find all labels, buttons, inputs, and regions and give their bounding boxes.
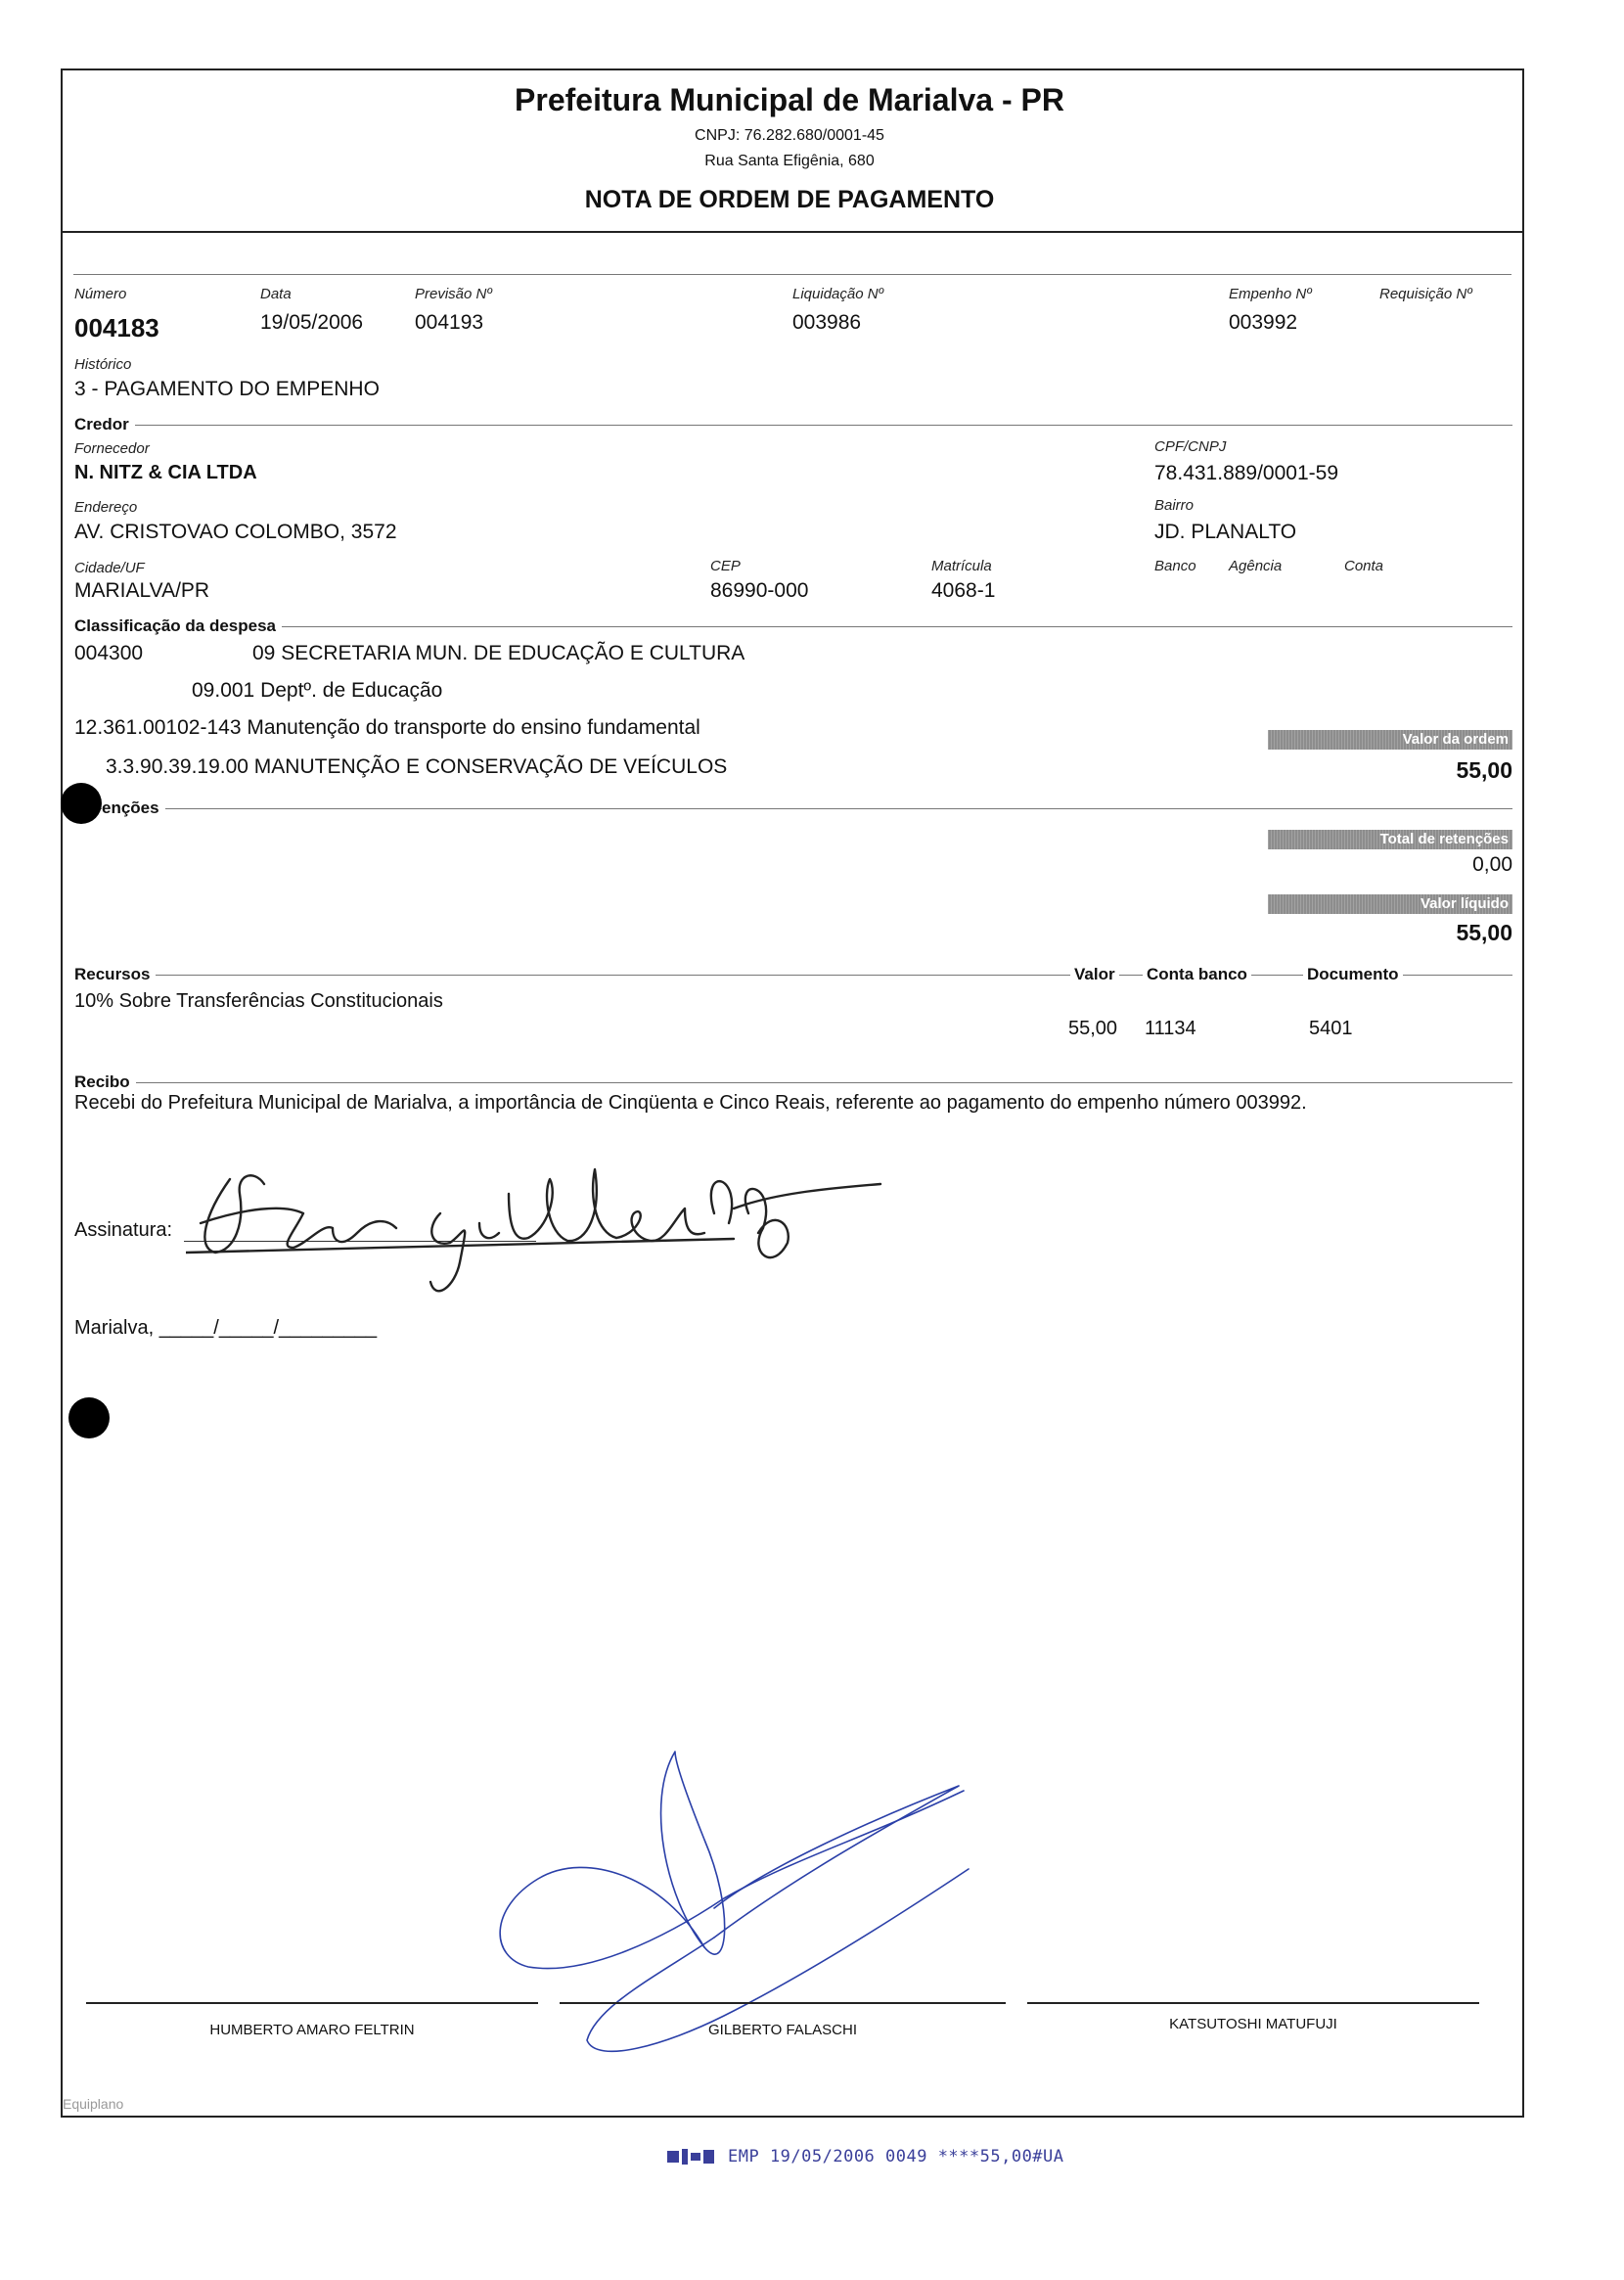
previsao-value: 004193 — [415, 311, 484, 334]
signature-line-2 — [560, 2002, 1006, 2004]
recursos-documento: 5401 — [1309, 1018, 1353, 1039]
signature-name-1: HUMBERTO AMARO FELTRIN — [209, 2022, 415, 2038]
liquidacao-label: Liquidação Nº — [792, 286, 884, 302]
recursos-conta-label: Conta banco — [1143, 965, 1251, 984]
endereco-value: AV. CRISTOVAO COLOMBO, 3572 — [74, 521, 397, 543]
valor-liquido-label: Valor líquido — [1268, 894, 1512, 914]
data-value: 19/05/2006 — [260, 311, 364, 334]
recursos-conta: 11134 — [1145, 1018, 1196, 1039]
assinatura-label: Assinatura: — [74, 1219, 173, 1241]
recursos-rule — [74, 975, 1512, 976]
retencoes-rule — [74, 808, 1512, 809]
classificacao-line4: 3.3.90.39.19.00 MANUTENÇÃO E CONSERVAÇÃO DE VEÍCULOS — [106, 755, 728, 778]
recursos-section: Recursos — [74, 965, 156, 984]
bairro-value: JD. PLANALTO — [1154, 521, 1297, 543]
header-cnpj: CNPJ: 76.282.680/0001-45 — [695, 127, 884, 144]
data-label: Data — [260, 286, 292, 302]
classificacao-line3: 12.361.00102-143 Manutenção do transporte do ensino fundamental — [74, 716, 700, 739]
signature-line-1 — [86, 2002, 538, 2004]
classificacao-code: 004300 — [74, 642, 144, 664]
signature-name-3: KATSUTOSHI MATUFUJI — [1169, 2016, 1337, 2032]
valor-liquido-value: 55,00 — [1456, 920, 1512, 945]
cpf-label: CPF/CNPJ — [1154, 438, 1227, 455]
matricula-value: 4068-1 — [931, 579, 996, 602]
recursos-valor-label: Valor — [1070, 965, 1119, 984]
numero-value: 004183 — [74, 313, 159, 342]
cep-label: CEP — [710, 558, 741, 574]
historico-value: 3 - PAGAMENTO DO EMPENHO — [74, 378, 380, 400]
agencia-label: Agência — [1229, 558, 1283, 574]
retencoes-section: enções — [102, 798, 165, 818]
previsao-label: Previsão Nº — [415, 286, 492, 302]
signature-name-2: GILBERTO FALASCHI — [708, 2022, 857, 2038]
bairro-label: Bairro — [1154, 497, 1195, 514]
conta-label: Conta — [1344, 558, 1384, 574]
fornecedor-value: N. NITZ & CIA LTDA — [74, 462, 257, 483]
classificacao-line2: 09.001 Deptº. de Educação — [192, 679, 443, 702]
punch-hole — [61, 783, 102, 824]
recursos-documento-label: Documento — [1303, 965, 1403, 984]
cep-value: 86990-000 — [710, 579, 809, 602]
total-retencoes-label: Total de retenções — [1268, 830, 1512, 849]
cidade-label: Cidade/UF — [74, 560, 145, 576]
header-divider — [61, 231, 1524, 233]
empenho-label: Empenho Nº — [1229, 286, 1312, 302]
matricula-label: Matrícula — [931, 558, 992, 574]
valor-ordem-label: Valor da ordem — [1268, 730, 1512, 750]
classificacao-section: Classificação da despesa — [74, 616, 282, 636]
empenho-value: 003992 — [1229, 311, 1298, 334]
cpf-value: 78.431.889/0001-59 — [1154, 462, 1339, 484]
endereco-label: Endereço — [74, 499, 138, 516]
fornecedor-label: Fornecedor — [74, 440, 150, 457]
recibo-signature — [186, 1155, 890, 1301]
recursos-valor: 55,00 — [1068, 1018, 1118, 1039]
requisicao-label: Requisição Nº — [1379, 286, 1472, 302]
historico-label: Histórico — [74, 356, 132, 373]
banco-label: Banco — [1154, 558, 1196, 574]
valor-ordem-value: 55,00 — [1456, 757, 1512, 783]
signature-line-3 — [1027, 2002, 1479, 2004]
fields-divider — [73, 274, 1511, 275]
classificacao-rule — [74, 626, 1512, 627]
credor-rule — [74, 425, 1512, 426]
credor-section: Credor — [74, 415, 135, 434]
liquidacao-value: 003986 — [792, 311, 862, 334]
bank-stamp-text: EMP 19/05/2006 0049 ****55,00#UA — [728, 2147, 1064, 2166]
header-address: Rua Santa Efigênia, 680 — [704, 153, 875, 169]
punch-hole-2 — [68, 1397, 110, 1438]
recursos-descricao: 10% Sobre Transferências Constitucionais — [74, 990, 443, 1012]
footer-brand: Equiplano — [63, 2096, 124, 2112]
header-title: Prefeitura Municipal de Marialva - PR — [515, 82, 1064, 117]
bank-stamp — [667, 2147, 1064, 2166]
recibo-text: Recebi do Prefeitura Municipal de Marialva, a importância de Cinqüenta e Cinco Reais, referente ao pagamento do empenho número 003992. — [74, 1092, 1307, 1114]
total-retencoes-value: 0,00 — [1472, 853, 1512, 876]
classificacao-line1: 09 SECRETARIA MUN. DE EDUCAÇÃO E CULTURA — [252, 642, 745, 664]
bank-logo-icon — [667, 2148, 714, 2166]
numero-label: Número — [74, 286, 127, 302]
cidade-value: MARIALVA/PR — [74, 579, 210, 602]
doc-title: NOTA DE ORDEM DE PAGAMENTO — [584, 186, 995, 213]
local-date-line: Marialva, _____/_____/_________ — [74, 1317, 378, 1339]
recibo-section: Recibo — [74, 1072, 136, 1092]
recibo-rule — [74, 1082, 1512, 1083]
